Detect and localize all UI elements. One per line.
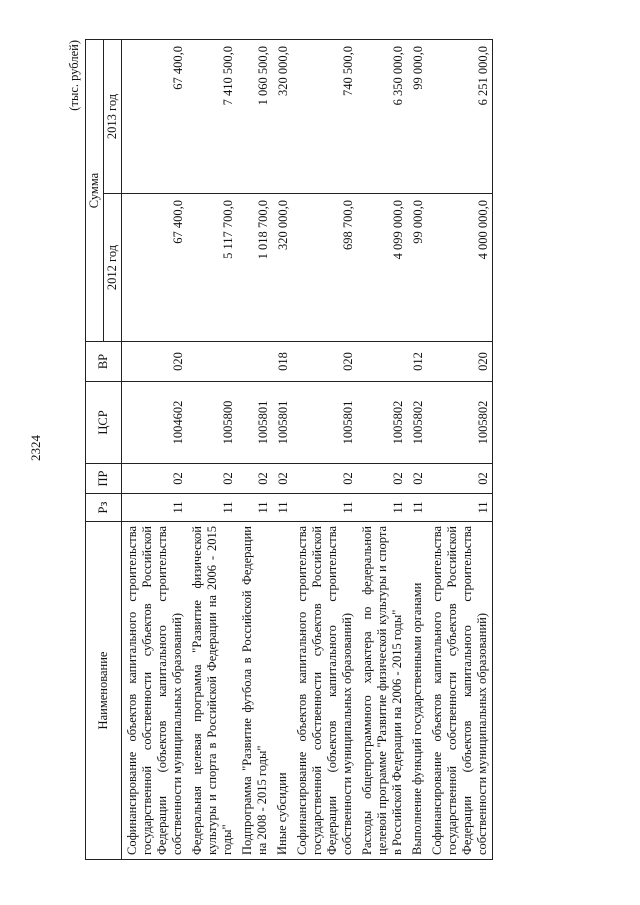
row-amount-2013: 67 400,0 xyxy=(122,40,188,194)
row-amount-2012: 4 099 000,0 xyxy=(357,194,407,342)
row-rz: 11 xyxy=(122,494,188,522)
row-rz: 11 xyxy=(427,494,493,522)
page-number: 2324 xyxy=(28,435,43,461)
row-amount-2012: 67 400,0 xyxy=(122,194,188,342)
header-name: Наименование xyxy=(86,522,122,860)
row-name: Выполнение функций государственными органами xyxy=(407,522,427,860)
row-name: Федеральная целевая программа "Развитие физической культуры и спорта в Российской Федерации на 2006 - 2015 годы" xyxy=(187,522,237,860)
row-csr: 1005802 xyxy=(407,382,427,464)
row-csr: 1005802 xyxy=(357,382,407,464)
row-amount-2012: 99 000,0 xyxy=(407,194,427,342)
row-name: Софинансирование объектов капитального строительства государственной собственности субъектов Российской Федерации (объектов капитального строительства собственности муниципальных образований) xyxy=(292,522,357,860)
row-pr: 02 xyxy=(427,464,493,494)
row-pr: 02 xyxy=(122,464,188,494)
table-row xyxy=(187,40,237,860)
row-csr: 1005801 xyxy=(292,382,357,464)
row-pr: 02 xyxy=(292,464,357,494)
table-row xyxy=(407,40,427,860)
header-vr: ВР xyxy=(86,342,122,382)
table-body xyxy=(122,40,493,860)
row-amount-2013: 320 000,0 xyxy=(272,40,292,194)
row-amount-2013: 6 350 000,0 xyxy=(357,40,407,194)
row-name: Софинансирование объектов капитального строительства государственной собственности субъектов Российской Федерации (объектов капитального строительства собственности муниципальных образований) xyxy=(122,522,188,860)
table-row xyxy=(357,40,407,860)
row-pr: 02 xyxy=(237,464,272,494)
row-pr: 02 xyxy=(187,464,237,494)
header-pr: ПР xyxy=(86,464,122,494)
row-vr: 012 xyxy=(407,342,427,382)
table-row xyxy=(237,40,272,860)
row-vr: 020 xyxy=(292,342,357,382)
table-header xyxy=(86,40,122,860)
row-rz: 11 xyxy=(407,494,427,522)
table-row xyxy=(272,40,292,860)
row-amount-2012: 698 700,0 xyxy=(292,194,357,342)
row-name: Подпрограмма "Развитие футбола в Российской Федерации на 2008 - 2015 годы" xyxy=(237,522,272,860)
row-amount-2012: 1 018 700,0 xyxy=(237,194,272,342)
header-sum: Сумма xyxy=(86,40,104,342)
row-csr: 1005801 xyxy=(272,382,292,464)
header-rz: Рз xyxy=(86,494,122,522)
row-rz: 11 xyxy=(187,494,237,522)
row-csr: 1005800 xyxy=(187,382,237,464)
row-rz: 11 xyxy=(357,494,407,522)
row-amount-2012: 320 000,0 xyxy=(272,194,292,342)
header-2012: 2012 год xyxy=(104,194,122,342)
header-csr: ЦСР xyxy=(86,382,122,464)
row-csr: 1004602 xyxy=(122,382,188,464)
row-amount-2012: 5 117 700,0 xyxy=(187,194,237,342)
row-pr: 02 xyxy=(272,464,292,494)
row-amount-2013: 740 500,0 xyxy=(292,40,357,194)
row-name: Расходы общепрограммного характера по федеральной целевой программе "Развитие физической культуры и спорта в Российской Федерации на 2006 - 2015 годы" xyxy=(357,522,407,860)
row-rz: 11 xyxy=(237,494,272,522)
row-vr xyxy=(187,342,237,382)
table-row xyxy=(427,40,493,860)
table-row xyxy=(292,40,357,860)
rotated-page-content xyxy=(65,40,575,860)
row-amount-2013: 7 410 500,0 xyxy=(187,40,237,194)
table-row xyxy=(122,40,188,860)
row-amount-2012: 4 000 000,0 xyxy=(427,194,493,342)
budget-table xyxy=(85,39,493,860)
row-vr: 020 xyxy=(427,342,493,382)
row-pr: 02 xyxy=(407,464,427,494)
row-pr: 02 xyxy=(357,464,407,494)
row-vr xyxy=(357,342,407,382)
row-rz: 11 xyxy=(272,494,292,522)
row-vr: 020 xyxy=(122,342,188,382)
row-amount-2013: 99 000,0 xyxy=(407,40,427,194)
row-csr: 1005801 xyxy=(237,382,272,464)
row-csr: 1005802 xyxy=(427,382,493,464)
row-vr xyxy=(237,342,272,382)
units-label: (тыс. рублей) xyxy=(67,40,81,111)
row-amount-2013: 6 251 000,0 xyxy=(427,40,493,194)
header-2013: 2013 год xyxy=(104,40,122,194)
row-vr: 018 xyxy=(272,342,292,382)
row-rz: 11 xyxy=(292,494,357,522)
row-amount-2013: 1 060 500,0 xyxy=(237,40,272,194)
row-name: Софинансирование объектов капитального строительства государственной собственности субъектов Российской Федерации (объектов капитального строительства собственности муниципальных образований) xyxy=(427,522,493,860)
row-name: Иные субсидии xyxy=(272,522,292,860)
